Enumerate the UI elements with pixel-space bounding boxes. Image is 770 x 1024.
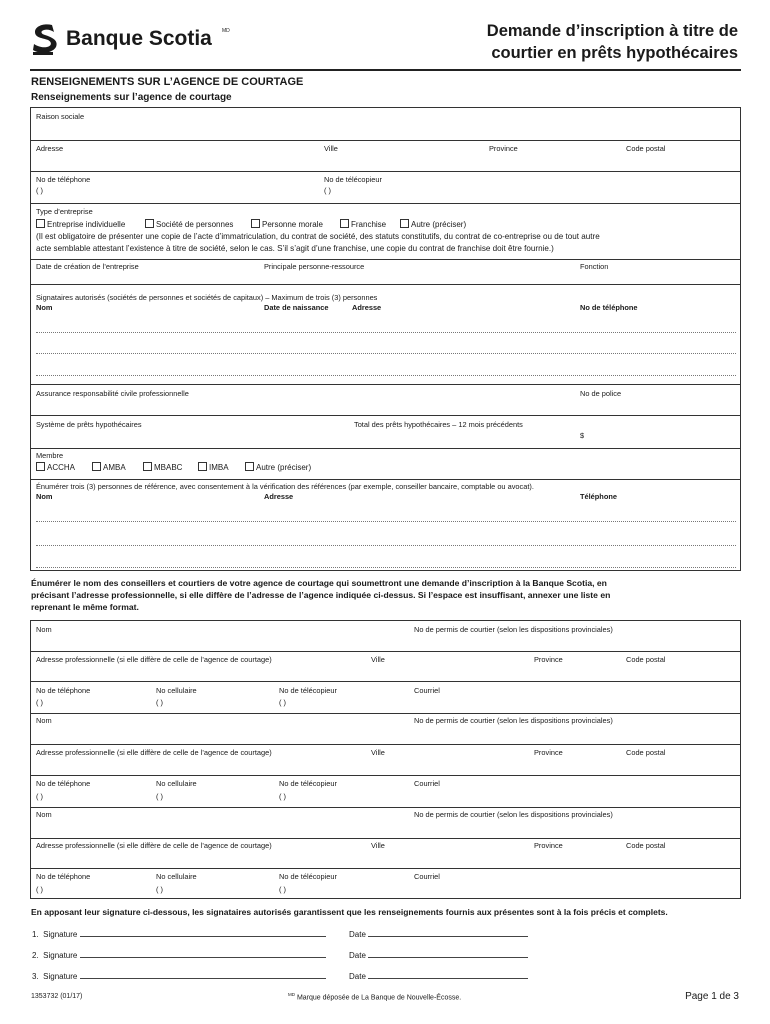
form-code: 1353732 (01/17) — [31, 993, 83, 1000]
broker1-nom-label: Nom — [36, 625, 52, 634]
reference-line-2[interactable] — [36, 545, 736, 546]
adresse-label: Adresse — [36, 144, 64, 153]
broker1-ville-label: Ville — [371, 655, 385, 664]
systeme-label: Système de prêts hypothécaires — [36, 420, 142, 429]
signature-date-1 — [349, 928, 528, 939]
broker2-code-postal-label: Code postal — [626, 748, 666, 757]
ville-label: Ville — [324, 144, 338, 153]
principale-field[interactable] — [262, 271, 572, 283]
checkbox-icon — [198, 462, 207, 471]
checkbox-icon — [251, 219, 260, 228]
checkbox-icon — [36, 462, 45, 471]
adresse-field[interactable] — [32, 153, 317, 168]
date-line[interactable] — [368, 949, 528, 958]
sig-col-telephone: No de téléphone — [580, 303, 638, 312]
checkbox-icon — [36, 219, 45, 228]
signature-date-3 — [349, 970, 528, 981]
signature-number: 2. — [32, 951, 39, 960]
date-label: Date — [349, 930, 366, 939]
no-police-label: No de police — [580, 389, 622, 398]
checkbox-autre[interactable]: Autre (préciser) — [400, 219, 466, 230]
assurance-label: Assurance responsabilité civile professionnelle — [36, 389, 189, 398]
systeme-field[interactable] — [32, 429, 347, 444]
checkbox-entreprise-individuelle[interactable]: Entreprise individuelle — [36, 219, 125, 230]
signature-label: Signature — [43, 972, 78, 981]
type-entreprise-label: Type d’entreprise — [36, 207, 93, 216]
checkbox-accha[interactable]: ACCHA — [36, 462, 75, 473]
broker1-cellulaire-area[interactable]: ( ) — [156, 698, 163, 707]
reference-line-3[interactable] — [36, 567, 736, 568]
broker3-cellulaire-label: No cellulaire — [156, 872, 197, 881]
principale-label: Principale personne-ressource — [264, 262, 365, 271]
broker3-telecopieur-area[interactable]: ( ) — [279, 885, 286, 894]
brokers-intro-line3: reprenant le même format. — [31, 602, 139, 612]
raison-sociale-field[interactable] — [32, 122, 738, 138]
total-prets-field[interactable] — [587, 429, 737, 444]
broker1-telecopieur-area[interactable]: ( ) — [279, 698, 286, 707]
brokers-intro-line1: Énumérer le nom des conseillers et courtiers de votre agence de courtage qui soumettront une demande d’inscription à la Banque Scotia, en — [31, 578, 607, 588]
broker3-province-label: Province — [534, 841, 563, 850]
signature-statement: En apposant leur signature ci-dessous, les signataires autorisés garantissent que les renseignements fournis aux présentes sont à la fois précis et complets. — [31, 907, 668, 917]
telecopieur-label: No de télécopieur — [324, 175, 382, 184]
signature-line[interactable] — [80, 928, 326, 937]
sig-col-naissance: Date de naissance — [264, 303, 329, 312]
province-field[interactable] — [487, 153, 619, 168]
broker3-telephone-area[interactable]: ( ) — [36, 885, 43, 894]
dollar-sign: $ — [580, 431, 585, 440]
no-police-field[interactable] — [578, 398, 738, 412]
total-prets-label: Total des prêts hypothécaires – 12 mois précédents — [354, 420, 523, 429]
sig-col-nom: Nom — [36, 303, 53, 312]
broker3-nom-label: Nom — [36, 810, 52, 819]
signature-number: 1. — [32, 930, 39, 939]
broker3-courriel-label: Courriel — [414, 872, 440, 881]
broker1-adresse-label: Adresse professionnelle (si elle diffère de celle de l’agence de courtage) — [36, 655, 272, 664]
references-label: Énumérer trois (3) personnes de référence, avec consentement à la vérification des références (par exemple, conseiller bancaire, comptable ou avocat). — [36, 482, 534, 491]
date-label: Date — [349, 951, 366, 960]
signataire-line-3[interactable] — [36, 375, 736, 376]
ville-field[interactable] — [322, 153, 482, 168]
telecopieur-area-code[interactable]: ( ) — [324, 186, 331, 195]
reference-line-1[interactable] — [36, 521, 736, 522]
broker1-telephone-label: No de téléphone — [36, 686, 91, 695]
signature-label: Signature — [43, 951, 78, 960]
checkbox-icon — [92, 462, 101, 471]
trademark-note — [288, 992, 461, 1001]
code-postal-field[interactable] — [624, 153, 738, 168]
checkbox-amba[interactable]: AMBA — [92, 462, 126, 473]
checkbox-mbabc[interactable]: MBABC — [143, 462, 182, 473]
date-label: Date — [349, 972, 366, 981]
broker1-province-label: Province — [534, 655, 563, 664]
agency-info-box — [30, 107, 741, 571]
broker3-code-postal-label: Code postal — [626, 841, 666, 850]
signature-line[interactable] — [80, 949, 326, 958]
brokers-intro-line2: précisant l’adresse professionnelle, si elle diffère de l’adresse de l’agence indiquée ci-dessus. Si l’espace est insuffisant, annexer une liste en — [31, 590, 611, 600]
trademark-mark: MD — [288, 992, 295, 997]
membre-label: Membre — [36, 451, 64, 460]
signature-label: Signature — [43, 930, 78, 939]
checkbox-icon — [400, 219, 409, 228]
fonction-label: Fonction — [580, 262, 609, 271]
fonction-field[interactable] — [578, 271, 738, 283]
page-number: Page 1 de 3 — [685, 991, 739, 1002]
page-title — [487, 20, 738, 64]
checkbox-imba[interactable]: IMBA — [198, 462, 229, 473]
ref-col-nom: Nom — [36, 492, 53, 501]
ref-col-adresse: Adresse — [264, 492, 294, 501]
checkbox-icon — [145, 219, 154, 228]
bank-logo — [30, 22, 240, 58]
broker2-telecopieur-label: No de télécopieur — [279, 779, 337, 788]
broker2-telephone-label: No de téléphone — [36, 779, 91, 788]
broker3-telephone-label: No de téléphone — [36, 872, 91, 881]
date-creation-field[interactable] — [32, 271, 256, 283]
brand-trademark: MD — [222, 28, 230, 34]
checkbox-autre-membre[interactable]: Autre (préciser) — [245, 462, 311, 473]
trademark-text: Marque déposée de La Banque de Nouvelle-Écosse. — [296, 994, 462, 1002]
telephone-label: No de téléphone — [36, 175, 91, 184]
brand-name: Banque Scotia — [66, 27, 212, 50]
section-subtitle: Renseignements sur l’agence de courtage — [31, 92, 232, 103]
broker3-permis-label: No de permis de courtier (selon les dispositions provinciales) — [414, 810, 613, 819]
broker1-code-postal-label: Code postal — [626, 655, 666, 664]
broker3-adresse-label: Adresse professionnelle (si elle diffère de celle de l’agence de courtage) — [36, 841, 272, 850]
telephone-area-code[interactable]: ( ) — [36, 186, 43, 195]
broker1-cellulaire-label: No cellulaire — [156, 686, 197, 695]
scotiabank-s-icon — [30, 22, 60, 56]
ref-col-telephone: Téléphone — [580, 492, 617, 501]
broker1-telecopieur-label: No de télécopieur — [279, 686, 337, 695]
broker3-cellulaire-area[interactable]: ( ) — [156, 885, 163, 894]
signataires-label: Signataires autorisés (sociétés de personnes et sociétés de capitaux) – Maximum de trois (3) personnes — [36, 293, 378, 302]
date-creation-label: Date de création de l’entreprise — [36, 262, 139, 271]
broker3-ville-label: Ville — [371, 841, 385, 850]
broker2-province-label: Province — [534, 748, 563, 757]
broker1-courriel-label: Courriel — [414, 686, 440, 695]
broker2-adresse-label: Adresse professionnelle (si elle diffère de celle de l’agence de courtage) — [36, 748, 272, 757]
broker1-permis-label: No de permis de courtier (selon les dispositions provinciales) — [414, 625, 613, 634]
assurance-field[interactable] — [32, 398, 572, 412]
signature-number: 3. — [32, 972, 39, 981]
signature-date-2 — [349, 949, 528, 960]
checkbox-personne-morale[interactable]: Personne morale — [251, 219, 323, 230]
broker2-cellulaire-label: No cellulaire — [156, 779, 197, 788]
broker1-telephone-area[interactable]: ( ) — [36, 698, 43, 707]
checkbox-icon — [143, 462, 152, 471]
page-title-line2: courtier en prêts hypothécaires — [491, 44, 738, 62]
checkbox-franchise[interactable]: Franchise — [340, 219, 386, 230]
header-rule — [30, 69, 741, 71]
signataire-line-1[interactable] — [36, 332, 736, 333]
broker2-telecopieur-area[interactable]: ( ) — [279, 792, 286, 801]
broker2-courriel-label: Courriel — [414, 779, 440, 788]
checkbox-icon — [245, 462, 254, 471]
section-title: RENSEIGNEMENTS SUR L’AGENCE DE COURTAGE — [31, 76, 304, 88]
broker2-telephone-area[interactable]: ( ) — [36, 792, 43, 801]
type-note-line2: acte semblable attestant l’existence à titre de société, selon le cas. S’il s’agit d’une franchise, une copie du contrat de franchise doit être fournie.) — [36, 244, 554, 253]
broker3-telecopieur-label: No de télécopieur — [279, 872, 337, 881]
brokers-intro — [31, 577, 610, 613]
signataire-line-2[interactable] — [36, 353, 736, 354]
raison-sociale-label: Raison sociale — [36, 112, 85, 121]
page-title-line1: Demande d’inscription à titre de — [486, 22, 738, 40]
checkbox-societe-personnes[interactable]: Société de personnes — [145, 219, 233, 230]
broker2-nom-label: Nom — [36, 716, 52, 725]
date-line[interactable] — [368, 928, 528, 937]
broker2-permis-label: No de permis de courtier (selon les dispositions provinciales) — [414, 716, 613, 725]
province-label: Province — [489, 144, 518, 153]
type-note-line1: (Il est obligatoire de présenter une copie de l’acte d’immatriculation, du contrat de société, des statuts constitutifs, du contrat de co-entreprise ou de tout autre — [36, 232, 600, 241]
signature-row-3 — [32, 970, 326, 981]
signature-line[interactable] — [80, 970, 326, 979]
checkbox-icon — [340, 219, 349, 228]
date-line[interactable] — [368, 970, 528, 979]
broker2-cellulaire-area[interactable]: ( ) — [156, 792, 163, 801]
code-postal-label: Code postal — [626, 144, 666, 153]
signature-row-1 — [32, 928, 326, 939]
signature-row-2 — [32, 949, 326, 960]
broker2-ville-label: Ville — [371, 748, 385, 757]
sig-col-adresse: Adresse — [352, 303, 382, 312]
